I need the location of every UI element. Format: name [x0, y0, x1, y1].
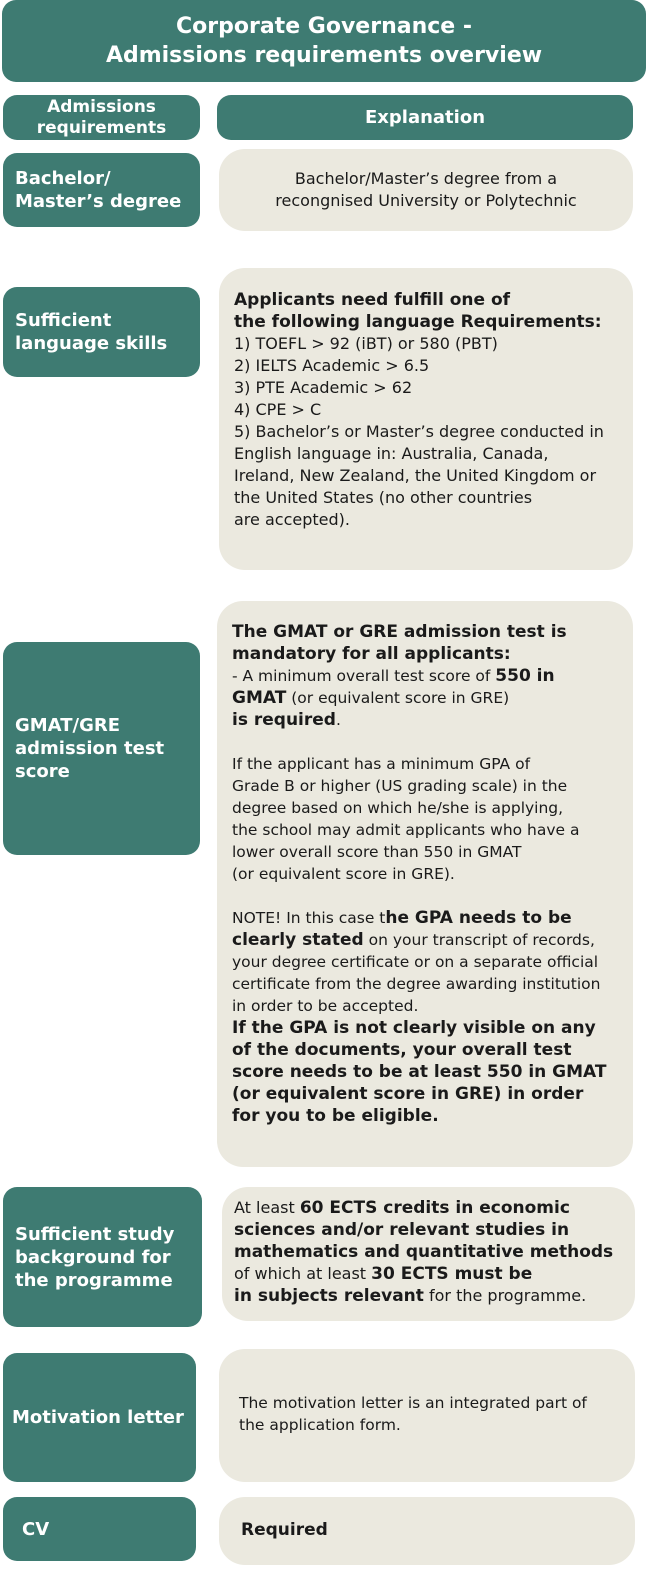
study-l1-a: At least	[234, 1198, 300, 1217]
gmat-warning-line-2: of the documents, your overall test	[232, 1040, 572, 1060]
label-gmat-line-1: GMAT/GRE	[15, 715, 121, 736]
gmat-note-line-4: certificate from the degree awarding institution	[232, 975, 601, 993]
gmat-gpa-line-1: If the applicant has a minimum GPA of	[232, 755, 531, 773]
gmat-note-d: on your transcript of records,	[363, 931, 595, 949]
gmat-gpa-line-5: lower overall score than 550 in GMAT	[232, 843, 522, 861]
gmat-min-a: - A minimum overall test score of	[232, 667, 496, 685]
explanation-motivation-letter	[219, 1349, 635, 1482]
language-item-3: 3) PTE Academic > 62	[234, 378, 413, 397]
gmat-min-f: .	[335, 711, 341, 729]
header-requirements-line-2: requirements	[36, 117, 167, 138]
study-line-4	[234, 1263, 635, 1285]
motivation-text-line-2: the application form.	[239, 1416, 401, 1434]
language-item-5-line-5: are accepted).	[234, 510, 350, 529]
label-motivation-letter	[3, 1353, 196, 1482]
gmat-minimum-line-2	[232, 687, 633, 709]
gmat-note-line-1	[232, 907, 633, 929]
label-study-line-2: background for	[15, 1246, 171, 1268]
study-l4-b: 30 ECTS must be	[371, 1264, 533, 1284]
gmat-minimum-line-3	[232, 709, 633, 731]
explanation-degree	[219, 149, 633, 231]
gmat-warning-line-1: If the GPA is not clearly visible on any	[232, 1018, 596, 1038]
gmat-min-c: GMAT	[232, 688, 287, 708]
gmat-gpa-line-4: the school may admit applicants who have a	[232, 821, 580, 839]
study-line-3: mathematics and quantitative methods	[234, 1242, 614, 1262]
gmat-warning-line-5: for you to be eligible.	[232, 1106, 439, 1126]
label-language-line-2: language skills	[15, 333, 168, 354]
gmat-minimum-line-1	[232, 665, 633, 687]
gmat-note-line-3: your degree certificate or on a separate official	[232, 953, 599, 971]
header-requirements	[3, 95, 200, 140]
language-item-1: 1) TOEFL > 92 (iBT) or 580 (PBT)	[234, 334, 498, 353]
label-study-line-1: Sufficient study	[15, 1223, 175, 1245]
language-heading-2: the following language Requirements:	[234, 312, 602, 332]
language-item-2: 2) IELTS Academic > 6.5	[234, 356, 430, 375]
gmat-gpa-line-3: degree based on which he/she is applying,	[232, 799, 564, 817]
cv-text: Required	[241, 1520, 328, 1540]
gmat-min-d: (or equivalent score in GRE)	[286, 689, 510, 707]
header-requirements-line-1: Admissions	[47, 96, 156, 117]
language-item-5-line-1: 5) Bachelor’s or Master’s degree conducted in	[234, 422, 604, 441]
gmat-gpa-line-6: (or equivalent score in GRE).	[232, 865, 455, 883]
label-language	[3, 287, 200, 377]
label-cv-text: CV	[22, 1518, 50, 1540]
language-item-5-line-3: Ireland, New Zealand, the United Kingdom or	[234, 466, 597, 485]
label-gmat-line-2: admission test	[15, 738, 165, 759]
label-study-line-3: the programme	[15, 1269, 173, 1291]
study-line-1	[234, 1197, 635, 1219]
study-l1-b: 60 ECTS credits in economic	[299, 1198, 570, 1218]
language-heading-1: Applicants need fulfill one of	[234, 290, 511, 310]
study-l4-a: of which at least	[234, 1264, 372, 1283]
label-degree-line-2: Master’s degree	[15, 191, 182, 212]
label-study-background	[3, 1187, 202, 1327]
gmat-min-e: is required	[232, 710, 336, 730]
language-item-4: 4) CPE > C	[234, 400, 322, 419]
header-explanation	[217, 95, 633, 140]
page-title	[2, 0, 646, 82]
label-gmat	[3, 642, 200, 855]
gmat-heading-2: mandatory for all applicants:	[232, 644, 511, 664]
gmat-gpa-line-2: Grade B or higher (US grading scale) in the	[232, 777, 568, 795]
study-l5-b: for the programme.	[423, 1286, 587, 1305]
explanation-study-background	[222, 1187, 635, 1321]
gmat-min-b: 550 in	[495, 666, 555, 686]
gmat-note-line-5: in order to be accepted.	[232, 997, 419, 1015]
degree-text-line-2: recongnised University or Polytechnic	[275, 191, 577, 210]
study-line-5	[234, 1285, 635, 1307]
gmat-note-a: NOTE! In this case t	[232, 909, 386, 927]
label-cv	[3, 1497, 196, 1561]
label-degree-line-1: Bachelor/	[15, 168, 111, 189]
language-item-5-line-2: English language in: Australia, Canada,	[234, 444, 549, 463]
explanation-cv	[219, 1497, 635, 1565]
gmat-warning-line-4: (or equivalent score in GRE) in order	[232, 1084, 584, 1104]
explanation-language	[219, 268, 633, 570]
gmat-warning-line-3: score needs to be at least 550 in GMAT	[232, 1062, 607, 1082]
language-item-5-line-4: the United States (no other countries	[234, 488, 533, 507]
label-language-line-1: Sufficient	[15, 310, 112, 331]
header-explanation-label: Explanation	[364, 107, 486, 128]
gmat-note-line-2	[232, 929, 633, 951]
label-gmat-line-3: score	[15, 761, 70, 782]
title-line-2: Admissions requirements overview	[105, 43, 543, 68]
explanation-gmat	[217, 601, 633, 1167]
gmat-note-b: he GPA needs to be	[385, 908, 572, 928]
study-line-2: sciences and/or relevant studies in	[234, 1220, 570, 1240]
degree-text-line-1: Bachelor/Master’s degree from a	[294, 169, 558, 188]
label-motivation-text: Motivation letter	[12, 1407, 184, 1428]
gmat-heading-1: The GMAT or GRE admission test is	[232, 622, 567, 642]
gmat-note-c: clearly stated	[232, 930, 364, 950]
title-line-1: Corporate Governance -	[176, 14, 472, 39]
label-degree	[3, 153, 200, 227]
motivation-text-line-1: The motivation letter is an integrated part of	[239, 1394, 587, 1412]
study-l5-a: in subjects relevant	[234, 1286, 424, 1306]
